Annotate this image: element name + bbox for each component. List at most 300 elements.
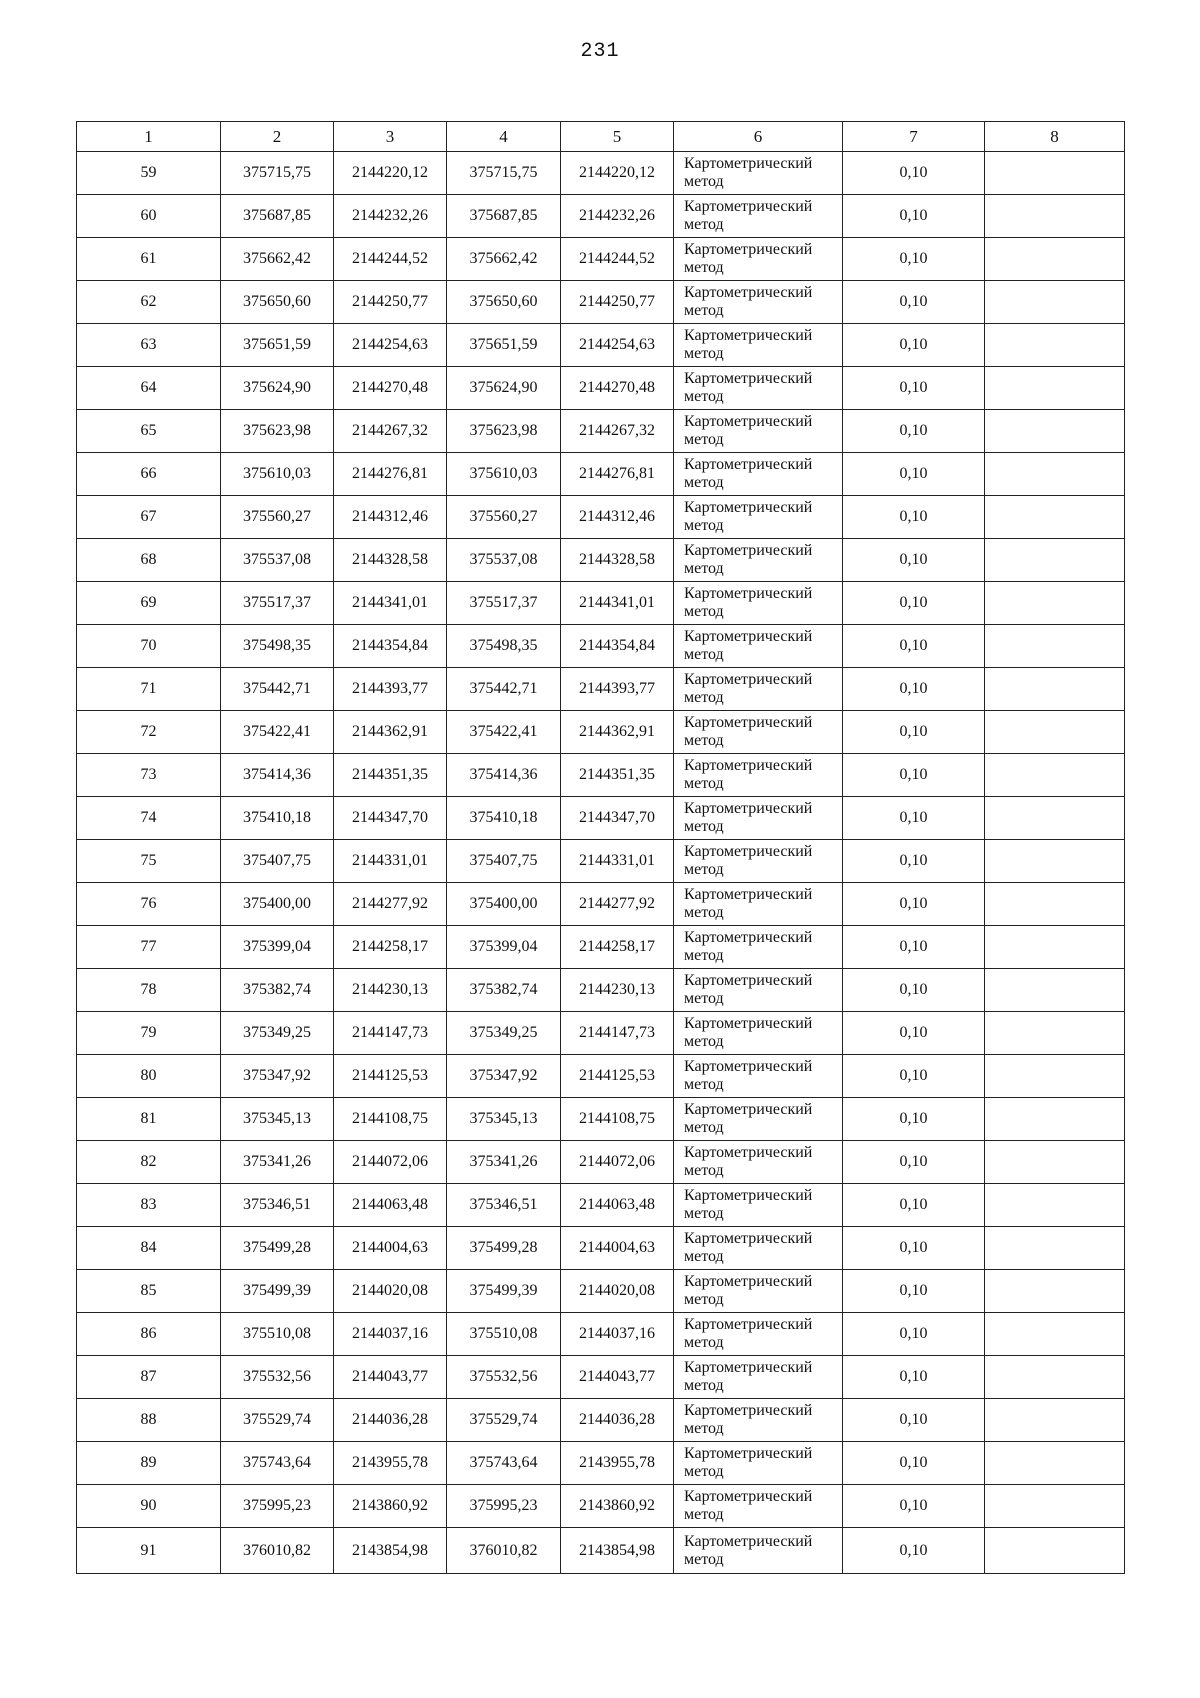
accuracy-cell: 0,10 xyxy=(843,1356,985,1399)
column-header-6: 6 xyxy=(674,122,843,152)
method-label-line2: метод xyxy=(684,1119,724,1136)
x-coordinate-new-cell: 375407,75 xyxy=(447,840,561,883)
accuracy-cell: 0,10 xyxy=(843,883,985,926)
column-8-cell xyxy=(985,1399,1125,1442)
column-8-cell xyxy=(985,324,1125,367)
point-number-cell: 68 xyxy=(77,539,221,582)
x-coordinate-new-cell: 375349,25 xyxy=(447,1012,561,1055)
point-number-cell: 60 xyxy=(77,195,221,238)
method-label-line2: метод xyxy=(684,1162,724,1179)
y-coordinate-new-cell: 2144362,91 xyxy=(561,711,674,754)
method-label-line2: метод xyxy=(684,990,724,1007)
y-coordinate-old-cell: 2144125,53 xyxy=(334,1055,447,1098)
x-coordinate-new-cell: 375687,85 xyxy=(447,195,561,238)
method-label-line1: Картометрический xyxy=(684,456,813,473)
point-number-cell: 80 xyxy=(77,1055,221,1098)
column-8-cell xyxy=(985,625,1125,668)
point-number-cell: 73 xyxy=(77,754,221,797)
x-coordinate-old-cell: 375560,27 xyxy=(221,496,334,539)
method-label-line2: метод xyxy=(684,173,724,190)
table-row xyxy=(77,1485,1125,1528)
y-coordinate-old-cell: 2144354,84 xyxy=(334,625,447,668)
y-coordinate-old-cell: 2144331,01 xyxy=(334,840,447,883)
table-row xyxy=(77,1012,1125,1055)
table-row xyxy=(77,238,1125,281)
column-8-cell xyxy=(985,410,1125,453)
method-cell xyxy=(674,1442,843,1485)
x-coordinate-new-cell: 375624,90 xyxy=(447,367,561,410)
method-label-line1: Картометрический xyxy=(684,1402,813,1419)
accuracy-cell: 0,10 xyxy=(843,238,985,281)
x-coordinate-new-cell: 375410,18 xyxy=(447,797,561,840)
accuracy-cell: 0,10 xyxy=(843,1313,985,1356)
y-coordinate-old-cell: 2144244,52 xyxy=(334,238,447,281)
accuracy-cell: 0,10 xyxy=(843,152,985,195)
y-coordinate-new-cell: 2144270,48 xyxy=(561,367,674,410)
x-coordinate-new-cell: 375537,08 xyxy=(447,539,561,582)
point-number-cell: 62 xyxy=(77,281,221,324)
y-coordinate-new-cell: 2144125,53 xyxy=(561,1055,674,1098)
point-number-cell: 84 xyxy=(77,1227,221,1270)
y-coordinate-old-cell: 2144270,48 xyxy=(334,367,447,410)
accuracy-cell: 0,10 xyxy=(843,281,985,324)
column-8-cell xyxy=(985,1528,1125,1574)
x-coordinate-old-cell: 375341,26 xyxy=(221,1141,334,1184)
x-coordinate-new-cell: 375610,03 xyxy=(447,453,561,496)
table-row xyxy=(77,1141,1125,1184)
method-cell xyxy=(674,1528,843,1574)
method-label-line1: Картометрический xyxy=(684,671,813,688)
method-cell xyxy=(674,1270,843,1313)
x-coordinate-old-cell: 375410,18 xyxy=(221,797,334,840)
point-number-cell: 83 xyxy=(77,1184,221,1227)
point-number-cell: 66 xyxy=(77,453,221,496)
method-label-line1: Картометрический xyxy=(684,1187,813,1204)
y-coordinate-new-cell: 2144354,84 xyxy=(561,625,674,668)
point-number-cell: 71 xyxy=(77,668,221,711)
accuracy-cell: 0,10 xyxy=(843,1270,985,1313)
x-coordinate-new-cell: 375510,08 xyxy=(447,1313,561,1356)
method-cell xyxy=(674,496,843,539)
column-8-cell xyxy=(985,840,1125,883)
x-coordinate-new-cell: 375382,74 xyxy=(447,969,561,1012)
method-label-line1: Картометрический xyxy=(684,585,813,602)
x-coordinate-old-cell: 375537,08 xyxy=(221,539,334,582)
point-number-cell: 90 xyxy=(77,1485,221,1528)
x-coordinate-new-cell: 375517,37 xyxy=(447,582,561,625)
y-coordinate-new-cell: 2144037,16 xyxy=(561,1313,674,1356)
x-coordinate-old-cell: 375662,42 xyxy=(221,238,334,281)
method-label-line1: Картометрический xyxy=(684,1058,813,1075)
method-label-line2: метод xyxy=(684,689,724,706)
method-label-line2: метод xyxy=(684,388,724,405)
method-label-line1: Картометрический xyxy=(684,1488,813,1505)
x-coordinate-old-cell: 375715,75 xyxy=(221,152,334,195)
method-cell xyxy=(674,539,843,582)
method-cell xyxy=(674,1313,843,1356)
y-coordinate-old-cell: 2144230,13 xyxy=(334,969,447,1012)
accuracy-cell: 0,10 xyxy=(843,926,985,969)
y-coordinate-new-cell: 2144341,01 xyxy=(561,582,674,625)
accuracy-cell: 0,10 xyxy=(843,1055,985,1098)
point-number-cell: 65 xyxy=(77,410,221,453)
table-row xyxy=(77,1184,1125,1227)
x-coordinate-old-cell: 375407,75 xyxy=(221,840,334,883)
method-label-line1: Картометрический xyxy=(684,972,813,989)
method-cell xyxy=(674,625,843,668)
x-coordinate-old-cell: 375651,59 xyxy=(221,324,334,367)
method-label-line2: метод xyxy=(684,302,724,319)
x-coordinate-new-cell: 375345,13 xyxy=(447,1098,561,1141)
method-label-line2: метод xyxy=(684,947,724,964)
method-label-line1: Картометрический xyxy=(684,628,813,645)
point-number-cell: 87 xyxy=(77,1356,221,1399)
y-coordinate-old-cell: 2143854,98 xyxy=(334,1528,447,1574)
method-cell xyxy=(674,152,843,195)
column-8-cell xyxy=(985,1184,1125,1227)
table-row xyxy=(77,1399,1125,1442)
column-8-cell xyxy=(985,754,1125,797)
y-coordinate-new-cell: 2144220,12 xyxy=(561,152,674,195)
method-cell xyxy=(674,1356,843,1399)
method-cell xyxy=(674,453,843,496)
column-header-8: 8 xyxy=(985,122,1125,152)
method-label-line2: метод xyxy=(684,1377,724,1394)
table-body xyxy=(77,152,1125,1574)
y-coordinate-old-cell: 2144362,91 xyxy=(334,711,447,754)
method-label-line1: Картометрический xyxy=(684,1359,813,1376)
accuracy-cell: 0,10 xyxy=(843,797,985,840)
accuracy-cell: 0,10 xyxy=(843,496,985,539)
column-header-2: 2 xyxy=(221,122,334,152)
x-coordinate-old-cell: 375623,98 xyxy=(221,410,334,453)
method-label-line2: метод xyxy=(684,517,724,534)
table-row xyxy=(77,367,1125,410)
y-coordinate-old-cell: 2144347,70 xyxy=(334,797,447,840)
method-label-line1: Картометрический xyxy=(684,1316,813,1333)
y-coordinate-old-cell: 2144267,32 xyxy=(334,410,447,453)
method-cell xyxy=(674,668,843,711)
method-label-line2: метод xyxy=(684,431,724,448)
method-cell xyxy=(674,1184,843,1227)
method-label-line1: Картометрический xyxy=(684,1101,813,1118)
column-header-4: 4 xyxy=(447,122,561,152)
method-label-line1: Картометрический xyxy=(684,1230,813,1247)
x-coordinate-new-cell: 375529,74 xyxy=(447,1399,561,1442)
column-8-cell xyxy=(985,1485,1125,1528)
method-cell xyxy=(674,1055,843,1098)
y-coordinate-new-cell: 2144147,73 xyxy=(561,1012,674,1055)
x-coordinate-new-cell: 375399,04 xyxy=(447,926,561,969)
column-8-cell xyxy=(985,1012,1125,1055)
y-coordinate-old-cell: 2144277,92 xyxy=(334,883,447,926)
column-8-cell xyxy=(985,367,1125,410)
method-label-line1: Картометрический xyxy=(684,1532,813,1550)
method-label-line2: метод xyxy=(684,1506,724,1523)
y-coordinate-old-cell: 2144147,73 xyxy=(334,1012,447,1055)
table-row xyxy=(77,1098,1125,1141)
y-coordinate-old-cell: 2144254,63 xyxy=(334,324,447,367)
accuracy-cell: 0,10 xyxy=(843,969,985,1012)
method-label-line1: Картометрический xyxy=(684,800,813,817)
method-label-line2: метод xyxy=(684,1550,724,1568)
column-8-cell xyxy=(985,1141,1125,1184)
y-coordinate-new-cell: 2144312,46 xyxy=(561,496,674,539)
column-8-cell xyxy=(985,668,1125,711)
method-label-line2: метод xyxy=(684,775,724,792)
x-coordinate-old-cell: 375349,25 xyxy=(221,1012,334,1055)
accuracy-cell: 0,10 xyxy=(843,1184,985,1227)
y-coordinate-old-cell: 2144043,77 xyxy=(334,1356,447,1399)
x-coordinate-old-cell: 375532,56 xyxy=(221,1356,334,1399)
x-coordinate-new-cell: 375995,23 xyxy=(447,1485,561,1528)
x-coordinate-old-cell: 375345,13 xyxy=(221,1098,334,1141)
method-label-line2: метод xyxy=(684,259,724,276)
x-coordinate-old-cell: 375624,90 xyxy=(221,367,334,410)
method-label-line2: метод xyxy=(684,1291,724,1308)
y-coordinate-old-cell: 2144258,17 xyxy=(334,926,447,969)
point-number-cell: 72 xyxy=(77,711,221,754)
x-coordinate-old-cell: 375529,74 xyxy=(221,1399,334,1442)
y-coordinate-new-cell: 2144072,06 xyxy=(561,1141,674,1184)
accuracy-cell: 0,10 xyxy=(843,1227,985,1270)
accuracy-cell: 0,10 xyxy=(843,625,985,668)
x-coordinate-new-cell: 375651,59 xyxy=(447,324,561,367)
method-label-line2: метод xyxy=(684,732,724,749)
method-label-line1: Картометрический xyxy=(684,1015,813,1032)
method-label-line1: Картометрический xyxy=(684,843,813,860)
table-row xyxy=(77,711,1125,754)
method-label-line2: метод xyxy=(684,646,724,663)
y-coordinate-old-cell: 2144072,06 xyxy=(334,1141,447,1184)
table-row xyxy=(77,539,1125,582)
accuracy-cell: 0,10 xyxy=(843,1098,985,1141)
x-coordinate-old-cell: 375517,37 xyxy=(221,582,334,625)
y-coordinate-old-cell: 2144220,12 xyxy=(334,152,447,195)
table-row xyxy=(77,410,1125,453)
method-label-line2: метод xyxy=(684,904,724,921)
column-8-cell xyxy=(985,1055,1125,1098)
point-number-cell: 59 xyxy=(77,152,221,195)
method-cell xyxy=(674,1399,843,1442)
method-label-line1: Картометрический xyxy=(684,1273,813,1290)
point-number-cell: 78 xyxy=(77,969,221,1012)
method-label-line2: метод xyxy=(684,1205,724,1222)
y-coordinate-new-cell: 2143955,78 xyxy=(561,1442,674,1485)
accuracy-cell: 0,10 xyxy=(843,195,985,238)
point-number-cell: 86 xyxy=(77,1313,221,1356)
column-8-cell xyxy=(985,281,1125,324)
method-label-line1: Картометрический xyxy=(684,499,813,516)
table-row xyxy=(77,1227,1125,1270)
x-coordinate-new-cell: 375499,28 xyxy=(447,1227,561,1270)
y-coordinate-new-cell: 2144004,63 xyxy=(561,1227,674,1270)
point-number-cell: 76 xyxy=(77,883,221,926)
method-label-line1: Картометрический xyxy=(684,542,813,559)
x-coordinate-old-cell: 375510,08 xyxy=(221,1313,334,1356)
table-row xyxy=(77,754,1125,797)
y-coordinate-new-cell: 2144250,77 xyxy=(561,281,674,324)
point-number-cell: 69 xyxy=(77,582,221,625)
method-label-line2: метод xyxy=(684,560,724,577)
y-coordinate-old-cell: 2144063,48 xyxy=(334,1184,447,1227)
method-label-line2: метод xyxy=(684,1463,724,1480)
point-number-cell: 67 xyxy=(77,496,221,539)
point-number-cell: 61 xyxy=(77,238,221,281)
method-cell xyxy=(674,926,843,969)
y-coordinate-new-cell: 2144267,32 xyxy=(561,410,674,453)
y-coordinate-new-cell: 2144254,63 xyxy=(561,324,674,367)
x-coordinate-new-cell: 375743,64 xyxy=(447,1442,561,1485)
method-cell xyxy=(674,840,843,883)
method-label-line1: Картометрический xyxy=(684,198,813,215)
y-coordinate-new-cell: 2144351,35 xyxy=(561,754,674,797)
method-cell xyxy=(674,1227,843,1270)
table-row xyxy=(77,883,1125,926)
column-8-cell xyxy=(985,1442,1125,1485)
method-label-line1: Картометрический xyxy=(684,370,813,387)
y-coordinate-new-cell: 2144258,17 xyxy=(561,926,674,969)
point-number-cell: 89 xyxy=(77,1442,221,1485)
method-cell xyxy=(674,1012,843,1055)
y-coordinate-old-cell: 2144341,01 xyxy=(334,582,447,625)
y-coordinate-new-cell: 2144393,77 xyxy=(561,668,674,711)
method-cell xyxy=(674,582,843,625)
point-number-cell: 77 xyxy=(77,926,221,969)
accuracy-cell: 0,10 xyxy=(843,1485,985,1528)
point-number-cell: 85 xyxy=(77,1270,221,1313)
column-8-cell xyxy=(985,582,1125,625)
method-label-line1: Картометрический xyxy=(684,714,813,731)
table-row xyxy=(77,625,1125,668)
method-label-line2: метод xyxy=(684,345,724,362)
accuracy-cell: 0,10 xyxy=(843,410,985,453)
page-number: 231 xyxy=(580,40,620,63)
method-cell xyxy=(674,711,843,754)
x-coordinate-old-cell: 375610,03 xyxy=(221,453,334,496)
method-label-line2: метод xyxy=(684,474,724,491)
table-row xyxy=(77,1270,1125,1313)
table-row xyxy=(77,152,1125,195)
point-number-cell: 75 xyxy=(77,840,221,883)
column-8-cell xyxy=(985,926,1125,969)
point-number-cell: 70 xyxy=(77,625,221,668)
table-row xyxy=(77,1442,1125,1485)
y-coordinate-new-cell: 2144347,70 xyxy=(561,797,674,840)
x-coordinate-new-cell: 375422,41 xyxy=(447,711,561,754)
table-row xyxy=(77,1313,1125,1356)
x-coordinate-old-cell: 375442,71 xyxy=(221,668,334,711)
method-cell xyxy=(674,1141,843,1184)
column-8-cell xyxy=(985,711,1125,754)
method-label-line1: Картометрический xyxy=(684,327,813,344)
x-coordinate-old-cell: 375687,85 xyxy=(221,195,334,238)
x-coordinate-new-cell: 375341,26 xyxy=(447,1141,561,1184)
column-8-cell xyxy=(985,1270,1125,1313)
x-coordinate-new-cell: 375442,71 xyxy=(447,668,561,711)
table-row xyxy=(77,797,1125,840)
table-row xyxy=(77,1528,1125,1574)
x-coordinate-old-cell: 375382,74 xyxy=(221,969,334,1012)
x-coordinate-old-cell: 375650,60 xyxy=(221,281,334,324)
y-coordinate-new-cell: 2144328,58 xyxy=(561,539,674,582)
table-row xyxy=(77,582,1125,625)
accuracy-cell: 0,10 xyxy=(843,539,985,582)
point-number-cell: 88 xyxy=(77,1399,221,1442)
point-number-cell: 91 xyxy=(77,1528,221,1574)
x-coordinate-old-cell: 376010,82 xyxy=(221,1528,334,1574)
point-number-cell: 64 xyxy=(77,367,221,410)
y-coordinate-new-cell: 2144277,92 xyxy=(561,883,674,926)
y-coordinate-new-cell: 2144232,26 xyxy=(561,195,674,238)
x-coordinate-new-cell: 375715,75 xyxy=(447,152,561,195)
method-cell xyxy=(674,969,843,1012)
accuracy-cell: 0,10 xyxy=(843,1141,985,1184)
y-coordinate-old-cell: 2144232,26 xyxy=(334,195,447,238)
point-number-cell: 82 xyxy=(77,1141,221,1184)
accuracy-cell: 0,10 xyxy=(843,754,985,797)
method-label-line1: Картометрический xyxy=(684,929,813,946)
x-coordinate-old-cell: 375743,64 xyxy=(221,1442,334,1485)
column-8-cell xyxy=(985,453,1125,496)
x-coordinate-old-cell: 375498,35 xyxy=(221,625,334,668)
x-coordinate-new-cell: 375400,00 xyxy=(447,883,561,926)
x-coordinate-new-cell: 375414,36 xyxy=(447,754,561,797)
table-row xyxy=(77,969,1125,1012)
column-8-cell xyxy=(985,1227,1125,1270)
x-coordinate-new-cell: 376010,82 xyxy=(447,1528,561,1574)
method-label-line1: Картометрический xyxy=(684,1445,813,1462)
method-cell xyxy=(674,1098,843,1141)
table-row xyxy=(77,840,1125,883)
column-8-cell xyxy=(985,496,1125,539)
table-row xyxy=(77,496,1125,539)
method-label-line1: Картометрический xyxy=(684,241,813,258)
y-coordinate-new-cell: 2144230,13 xyxy=(561,969,674,1012)
column-header-7: 7 xyxy=(843,122,985,152)
method-label-line2: метод xyxy=(684,1334,724,1351)
x-coordinate-old-cell: 375399,04 xyxy=(221,926,334,969)
method-cell xyxy=(674,754,843,797)
x-coordinate-old-cell: 375499,28 xyxy=(221,1227,334,1270)
table-row xyxy=(77,926,1125,969)
x-coordinate-old-cell: 375414,36 xyxy=(221,754,334,797)
accuracy-cell: 0,10 xyxy=(843,1528,985,1574)
method-cell xyxy=(674,1485,843,1528)
point-number-cell: 81 xyxy=(77,1098,221,1141)
y-coordinate-old-cell: 2144004,63 xyxy=(334,1227,447,1270)
column-8-cell xyxy=(985,797,1125,840)
method-label-line2: метод xyxy=(684,818,724,835)
point-number-cell: 63 xyxy=(77,324,221,367)
accuracy-cell: 0,10 xyxy=(843,1442,985,1485)
point-number-cell: 79 xyxy=(77,1012,221,1055)
accuracy-cell: 0,10 xyxy=(843,324,985,367)
column-8-cell xyxy=(985,238,1125,281)
method-label-line1: Картометрический xyxy=(684,155,813,172)
method-label-line1: Картометрический xyxy=(684,413,813,430)
table-row xyxy=(77,1055,1125,1098)
x-coordinate-old-cell: 375347,92 xyxy=(221,1055,334,1098)
column-8-cell xyxy=(985,1313,1125,1356)
y-coordinate-old-cell: 2144312,46 xyxy=(334,496,447,539)
table-row xyxy=(77,281,1125,324)
x-coordinate-new-cell: 375532,56 xyxy=(447,1356,561,1399)
coordinates-table xyxy=(76,121,1125,1574)
column-header-5: 5 xyxy=(561,122,674,152)
method-cell xyxy=(674,195,843,238)
table-row xyxy=(77,324,1125,367)
